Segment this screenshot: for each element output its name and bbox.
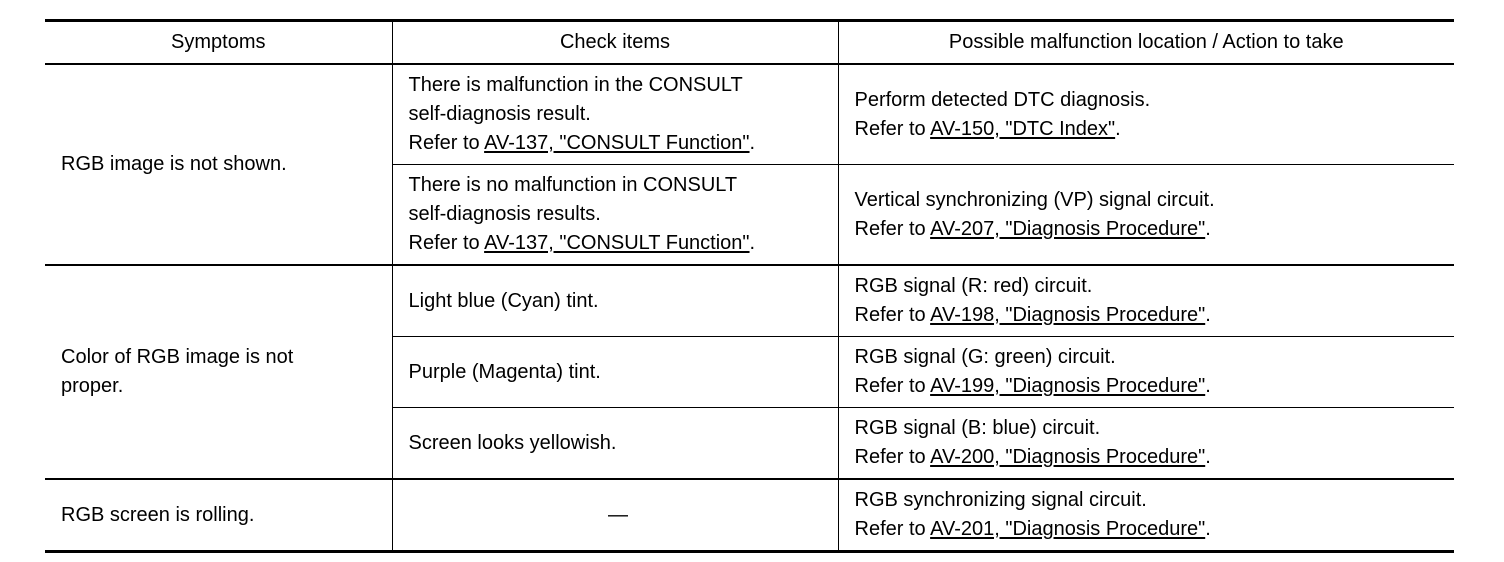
consult-function-link[interactable]: AV-137, "CONSULT Function" (484, 132, 750, 154)
refer-to-label: Refer to (408, 132, 480, 154)
check-cell (392, 408, 838, 480)
action-ref-line (855, 372, 1445, 401)
diagnosis-procedure-link[interactable]: AV-198, "Diagnosis Procedure" (930, 304, 1206, 326)
symptom-text: RGB image is not shown. (61, 153, 287, 175)
header-action: Possible malfunction location / Action to take (838, 21, 1454, 65)
action-cell (838, 165, 1454, 266)
check-cell (392, 479, 838, 552)
symptom-text: RGB screen is rolling. (61, 503, 255, 526)
action-ref-line (855, 515, 1445, 544)
period: . (1205, 304, 1211, 326)
table-row (45, 479, 1454, 552)
dtc-index-link[interactable]: AV-150, "DTC Index" (930, 117, 1116, 140)
refer-to-label: Refer to (854, 375, 926, 397)
period: . (1205, 446, 1211, 468)
check-cell (392, 64, 838, 165)
action-ref-line (855, 301, 1445, 330)
refer-to-label: Refer to (854, 518, 926, 540)
period: . (749, 132, 756, 154)
symptom-text: Color of RGB image is not (61, 346, 294, 368)
symptom-text: proper. (61, 375, 124, 397)
refer-to-label: Refer to (854, 304, 926, 326)
check-dash: — (608, 503, 628, 526)
action-text: RGB signal (G: green) circuit. (854, 346, 1116, 368)
refer-to-label: Refer to (854, 117, 926, 140)
check-text: Purple (Magenta) tint. (408, 360, 601, 383)
check-text: Light blue (Cyan) tint. (408, 289, 599, 312)
check-text-line: There is malfunction in the CONSULT (408, 74, 743, 96)
symptom-cell (45, 64, 392, 265)
action-cell (838, 64, 1454, 165)
action-text: Vertical synchronizing (VP) signal circuit. (854, 188, 1215, 211)
period: . (749, 232, 756, 254)
refer-to-label: Refer to (854, 446, 926, 468)
check-text-line: self-diagnosis result. (408, 103, 591, 125)
action-cell (838, 337, 1454, 408)
check-cell (392, 265, 838, 337)
header-check-items: Check items (392, 21, 838, 65)
action-text: Perform detected DTC diagnosis. (854, 88, 1151, 111)
action-cell (838, 408, 1454, 480)
period: . (1205, 375, 1211, 397)
period: . (1115, 117, 1121, 140)
symptom-cell (45, 479, 392, 552)
diagnosis-procedure-link[interactable]: AV-207, "Diagnosis Procedure" (930, 217, 1206, 240)
action-cell (838, 479, 1454, 552)
action-text: RGB signal (R: red) circuit. (854, 275, 1093, 297)
diagnosis-procedure-link[interactable]: AV-201, "Diagnosis Procedure" (930, 518, 1206, 540)
refer-to-label: Refer to (854, 217, 926, 240)
check-cell (392, 165, 838, 266)
diagnosis-table (45, 19, 1454, 553)
action-ref-line (855, 215, 1445, 244)
check-ref-line (409, 129, 828, 158)
symptom-cell (45, 265, 392, 479)
table-row (45, 265, 1454, 337)
action-text: RGB signal (B: blue) circuit. (854, 417, 1101, 439)
period: . (1205, 217, 1211, 240)
check-text: Screen looks yellowish. (408, 431, 617, 454)
check-ref-line (409, 229, 828, 258)
header-symptoms: Symptoms (45, 21, 392, 65)
action-ref-line (855, 115, 1445, 144)
consult-function-link[interactable]: AV-137, "CONSULT Function" (484, 232, 750, 254)
action-ref-line (855, 443, 1445, 472)
check-cell (392, 337, 838, 408)
action-text: RGB synchronizing signal circuit. (854, 489, 1147, 511)
action-cell (838, 265, 1454, 337)
check-text-line: There is no malfunction in CONSULT (408, 174, 738, 196)
table-row (45, 64, 1454, 165)
diagnosis-procedure-link[interactable]: AV-200, "Diagnosis Procedure" (930, 446, 1206, 468)
header-row (45, 21, 1454, 65)
check-text-line: self-diagnosis results. (408, 203, 601, 225)
period: . (1205, 518, 1211, 540)
diagnosis-procedure-link[interactable]: AV-199, "Diagnosis Procedure" (930, 375, 1206, 397)
refer-to-label: Refer to (408, 232, 480, 254)
